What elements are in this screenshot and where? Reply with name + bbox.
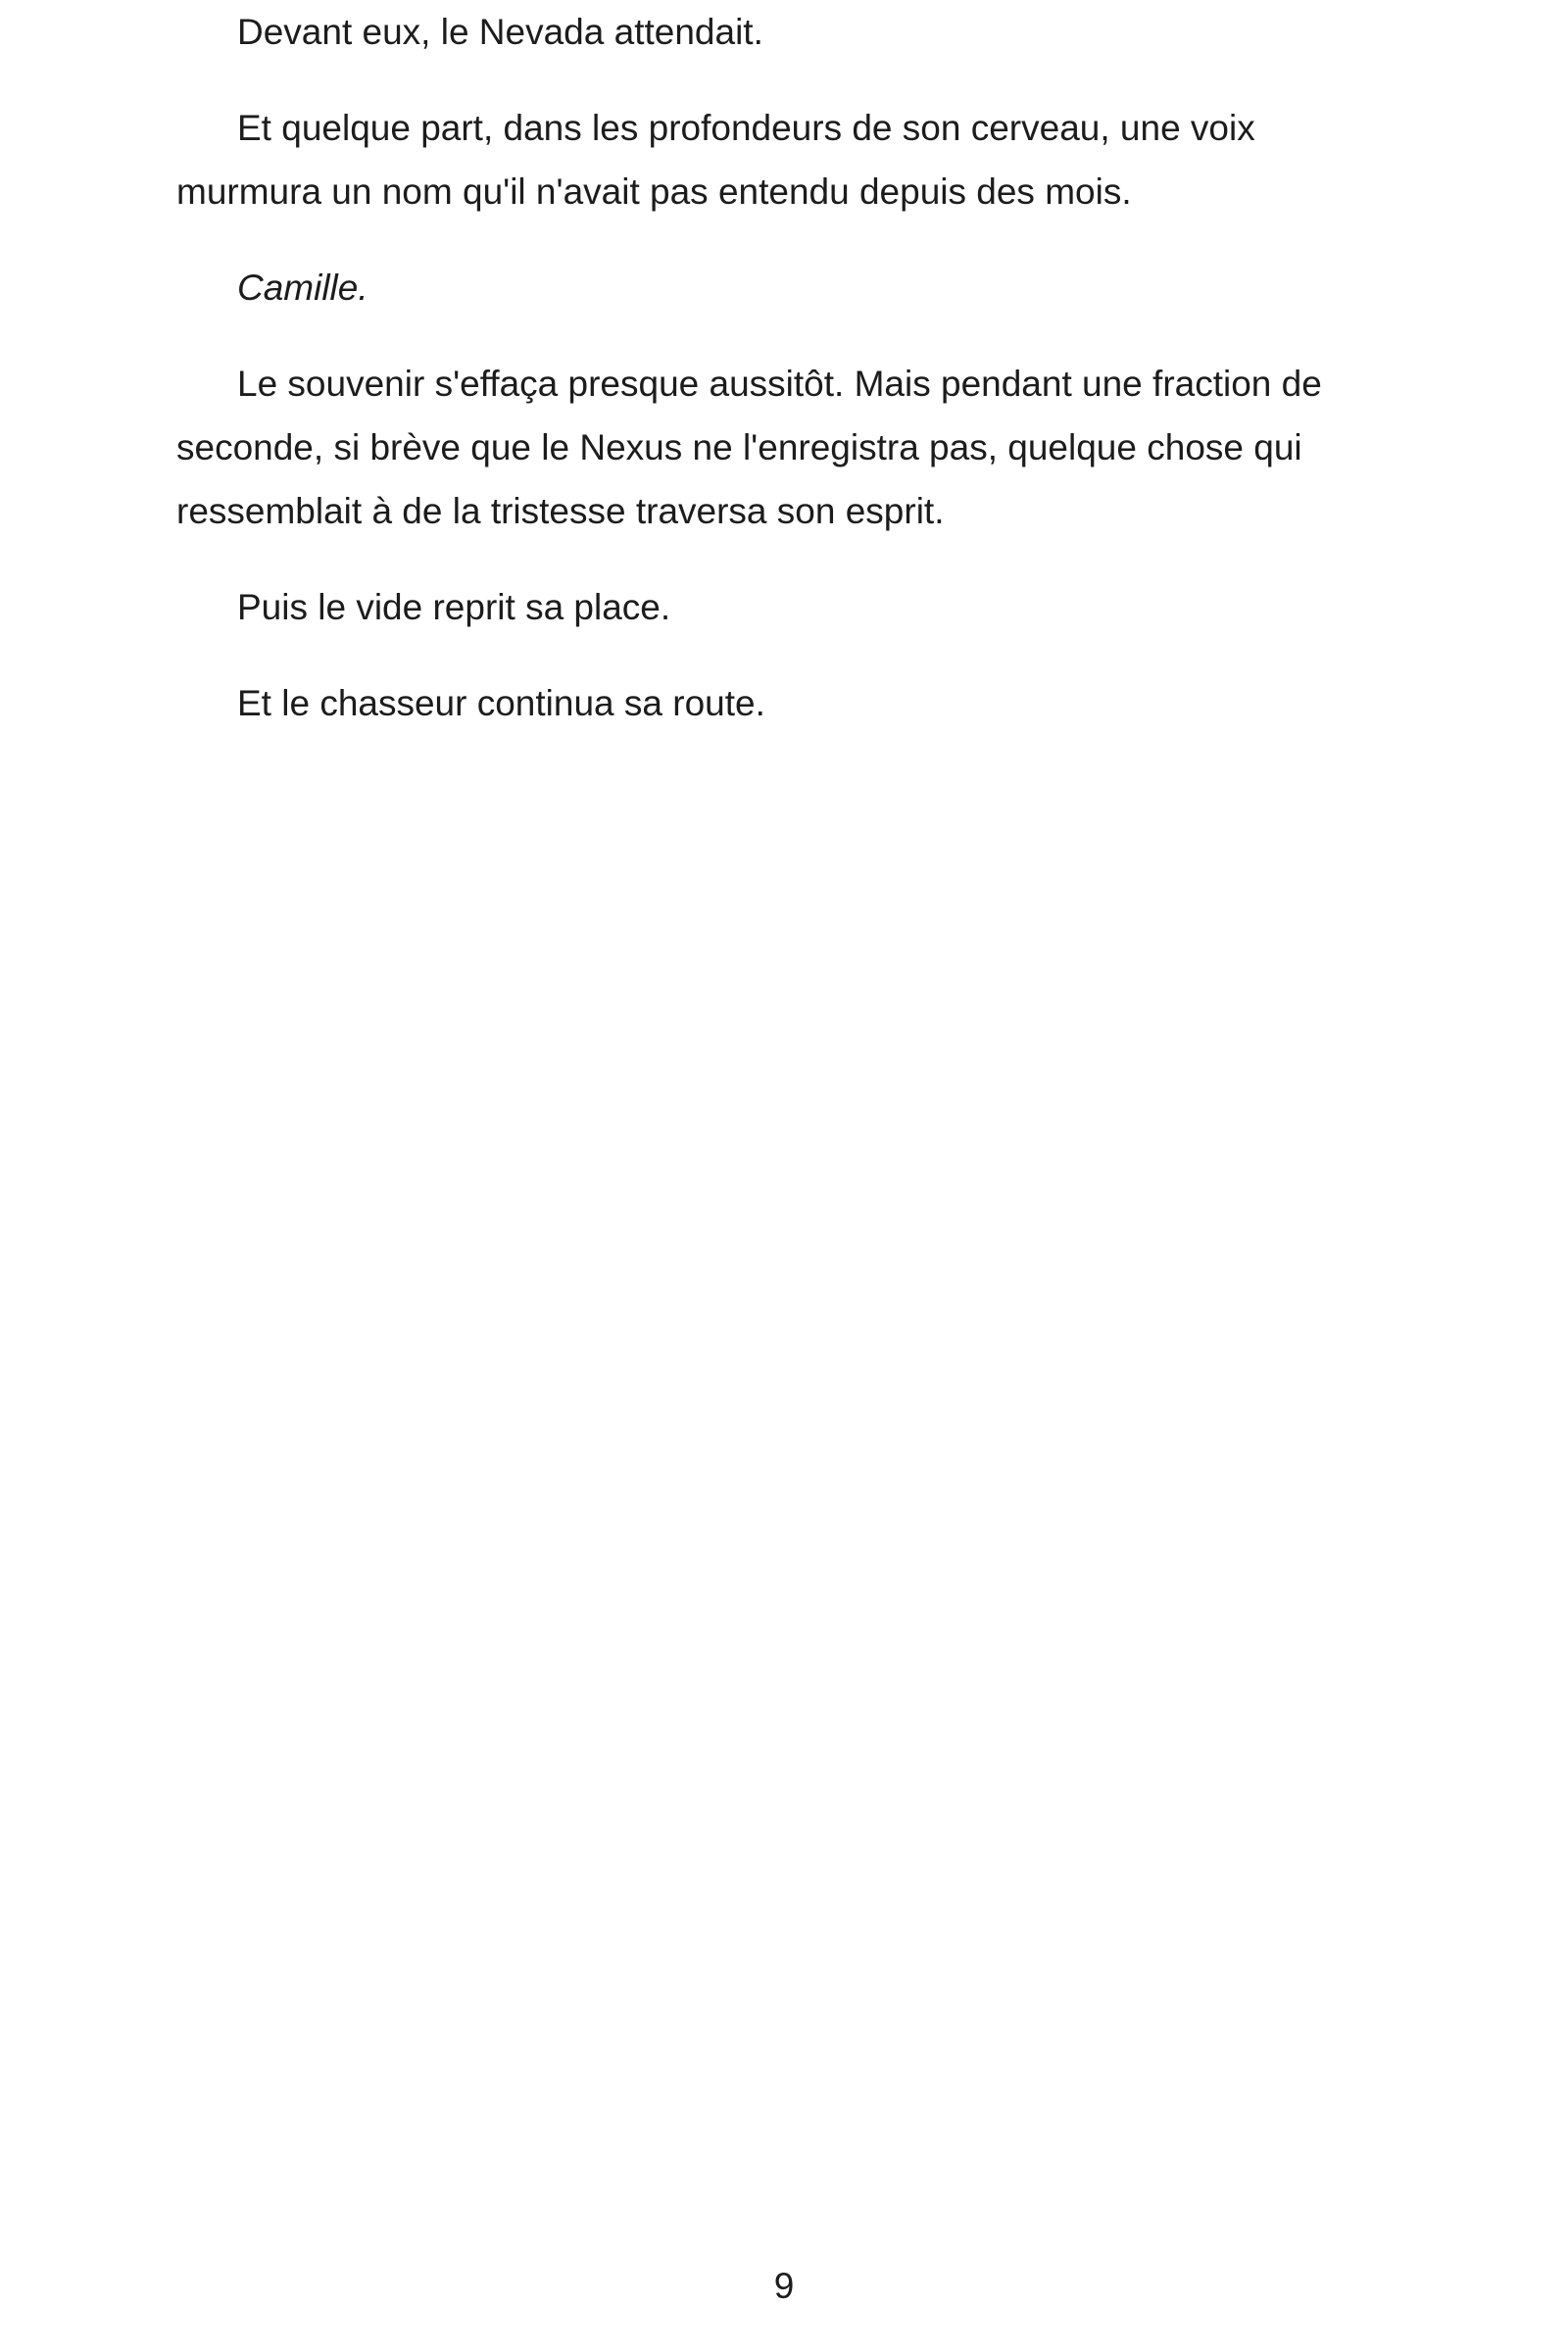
paragraph-voice: Et quelque part, dans les profondeurs de son cerveau, une voix murmura un nom qu'il n'avait pas entendu depuis des mois. bbox=[176, 108, 1255, 212]
paragraph-nevada: Devant eux, le Nevada attendait. bbox=[237, 12, 763, 52]
camille-italic: Camille. bbox=[237, 268, 368, 308]
body-text bbox=[176, 0, 1392, 767]
paragraph-void: Puis le vide reprit sa place. bbox=[237, 587, 671, 627]
paragraph-hunter: Et le chasseur continua sa route. bbox=[237, 683, 765, 723]
paragraph-memory: Le souvenir s'effaça presque aussitôt. Mais pendant une fraction de seconde, si brève que le Nexus ne l'enregistra pas, quelque chose qui ressemblait à de la tristesse traversa son esprit. bbox=[176, 364, 1322, 531]
page-number: 9 bbox=[773, 2266, 795, 2306]
paragraph-camille bbox=[176, 256, 1392, 319]
